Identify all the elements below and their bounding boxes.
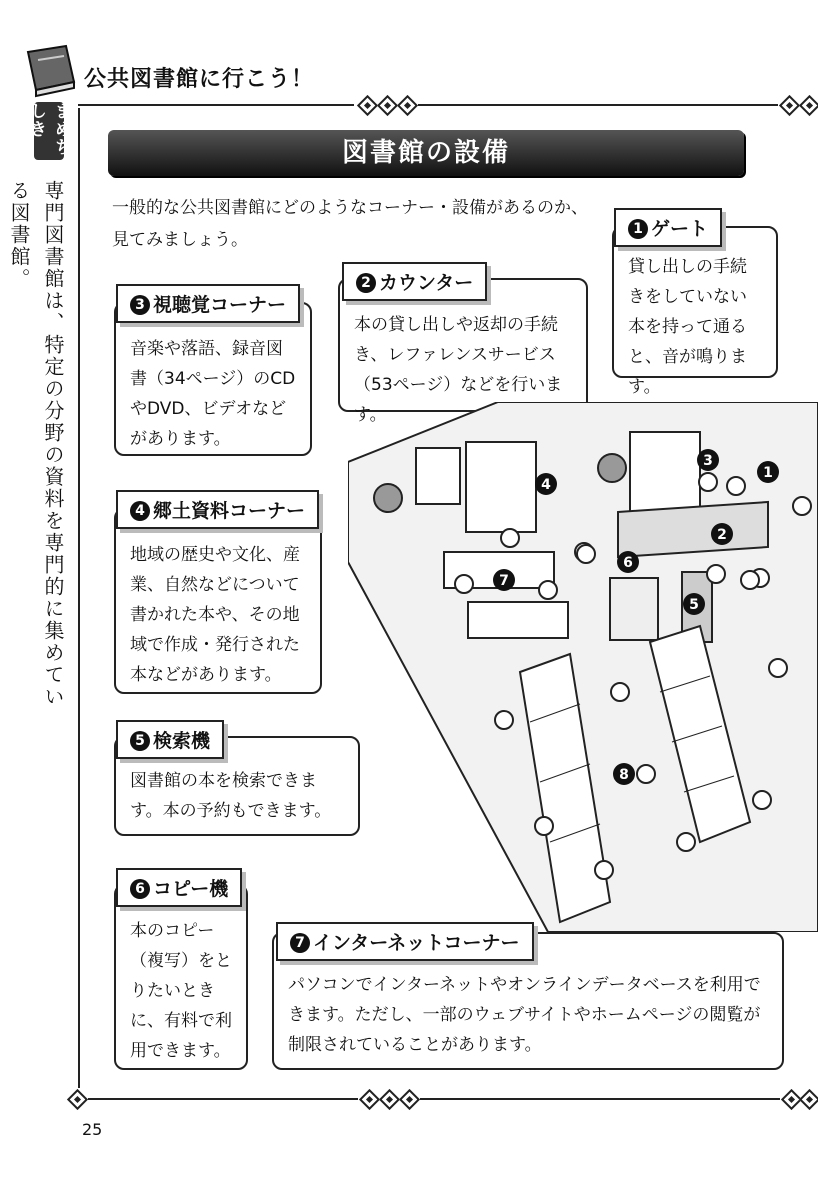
sidebar-text: 専門図書館は、特定の分野の資料を専門的に集めている図書館。 — [7, 180, 65, 708]
gate-label-text: ゲート — [651, 218, 709, 240]
counter-label — [342, 262, 487, 301]
counter-label-text: カウンター — [379, 272, 474, 294]
marker-2: 2 — [717, 527, 727, 543]
marker-4: 4 — [541, 477, 551, 493]
counter-text: 本の貸し出しや返却の手続き、レファレンスサービス（53ページ）などを行います。 — [354, 315, 563, 425]
internet-desk — [468, 602, 568, 638]
diamond-icon — [67, 1089, 88, 1110]
diamond-icon — [799, 1089, 818, 1110]
number-badge: 7 — [290, 933, 310, 953]
search-label-text: 検索機 — [153, 730, 211, 752]
gate-box — [612, 226, 778, 397]
copy-text: 本のコピー（複写）をとりたいときに、有料で利用できます。 — [130, 921, 232, 1061]
copy-box — [114, 884, 248, 1070]
diamond-icon — [379, 1089, 400, 1110]
plant — [374, 484, 402, 512]
search-label — [116, 720, 224, 759]
av-label-text: 視聴覚コーナー — [153, 294, 287, 316]
marker-8: 8 — [619, 767, 629, 783]
local-label-text: 郷土資料コーナー — [153, 500, 306, 522]
marker-3: 3 — [703, 453, 713, 469]
bottom-rule — [88, 1098, 358, 1100]
marker-7: 7 — [499, 573, 509, 589]
number-badge: 2 — [356, 273, 376, 293]
diamond-icon — [397, 95, 418, 116]
diamond-icon — [357, 95, 378, 116]
sidebar-divider — [78, 108, 80, 1088]
number-badge: 6 — [130, 879, 150, 899]
copy-label — [116, 868, 242, 907]
library-illustration — [348, 402, 818, 932]
bottom-rule — [420, 1098, 780, 1100]
diamond-icon — [377, 95, 398, 116]
diamond-icon — [779, 95, 800, 116]
bookshelf — [630, 432, 700, 512]
gate-text: 貸し出しの手続きをしていない本を持って通ると、音が鳴ります。 — [628, 257, 747, 397]
intro-text: 一般的な公共図書館にどのようなコーナー・設備があるのか、見てみましょう。 — [112, 198, 588, 250]
marker-5: 5 — [689, 597, 699, 613]
top-rule — [418, 104, 778, 106]
number-badge: 4 — [130, 501, 150, 521]
copier — [610, 578, 658, 640]
plant — [598, 454, 626, 482]
diamond-icon — [399, 1089, 420, 1110]
diamond-icon — [799, 95, 818, 116]
top-rule — [78, 104, 354, 106]
section-banner: 図書館の設備 — [108, 130, 744, 176]
gate-label — [614, 208, 722, 247]
local-text: 地域の歴史や文化、産業、自然などについて書かれた本や、その地域で作成・発行された本などがあります。 — [130, 545, 300, 685]
sidebar-tag: まめちしき — [34, 102, 64, 160]
number-badge: 5 — [130, 731, 150, 751]
diamond-icon — [359, 1089, 380, 1110]
marker-1: 1 — [763, 465, 773, 481]
copy-label-text: コピー機 — [153, 878, 229, 900]
av-box — [114, 302, 312, 456]
internet-text: パソコンでインターネットやオンラインデータベースを利用できます。ただし、一部のウェブサイトやホームページの閲覧が制限されていることがあります。 — [288, 975, 761, 1055]
local-label — [116, 490, 319, 529]
local-box — [114, 508, 322, 694]
counter-desk — [618, 502, 768, 557]
av-label — [116, 284, 300, 323]
page-number: 25 — [82, 1120, 103, 1139]
book-icon — [20, 42, 80, 98]
page-header-title: 公共図書館に行こう！ — [84, 67, 315, 92]
number-badge: 1 — [628, 219, 648, 239]
display-rack — [416, 448, 460, 504]
internet-label-text: インターネットコーナー — [313, 932, 520, 954]
marker-6: 6 — [623, 555, 633, 571]
number-badge: 3 — [130, 295, 150, 315]
bookshelf — [466, 442, 536, 532]
av-text: 音楽や落語、録音図書（34ページ）のCDやDVD、ビデオなどがあります。 — [130, 339, 296, 449]
search-text: 図書館の本を検索できます。本の予約もできます。 — [130, 771, 332, 821]
